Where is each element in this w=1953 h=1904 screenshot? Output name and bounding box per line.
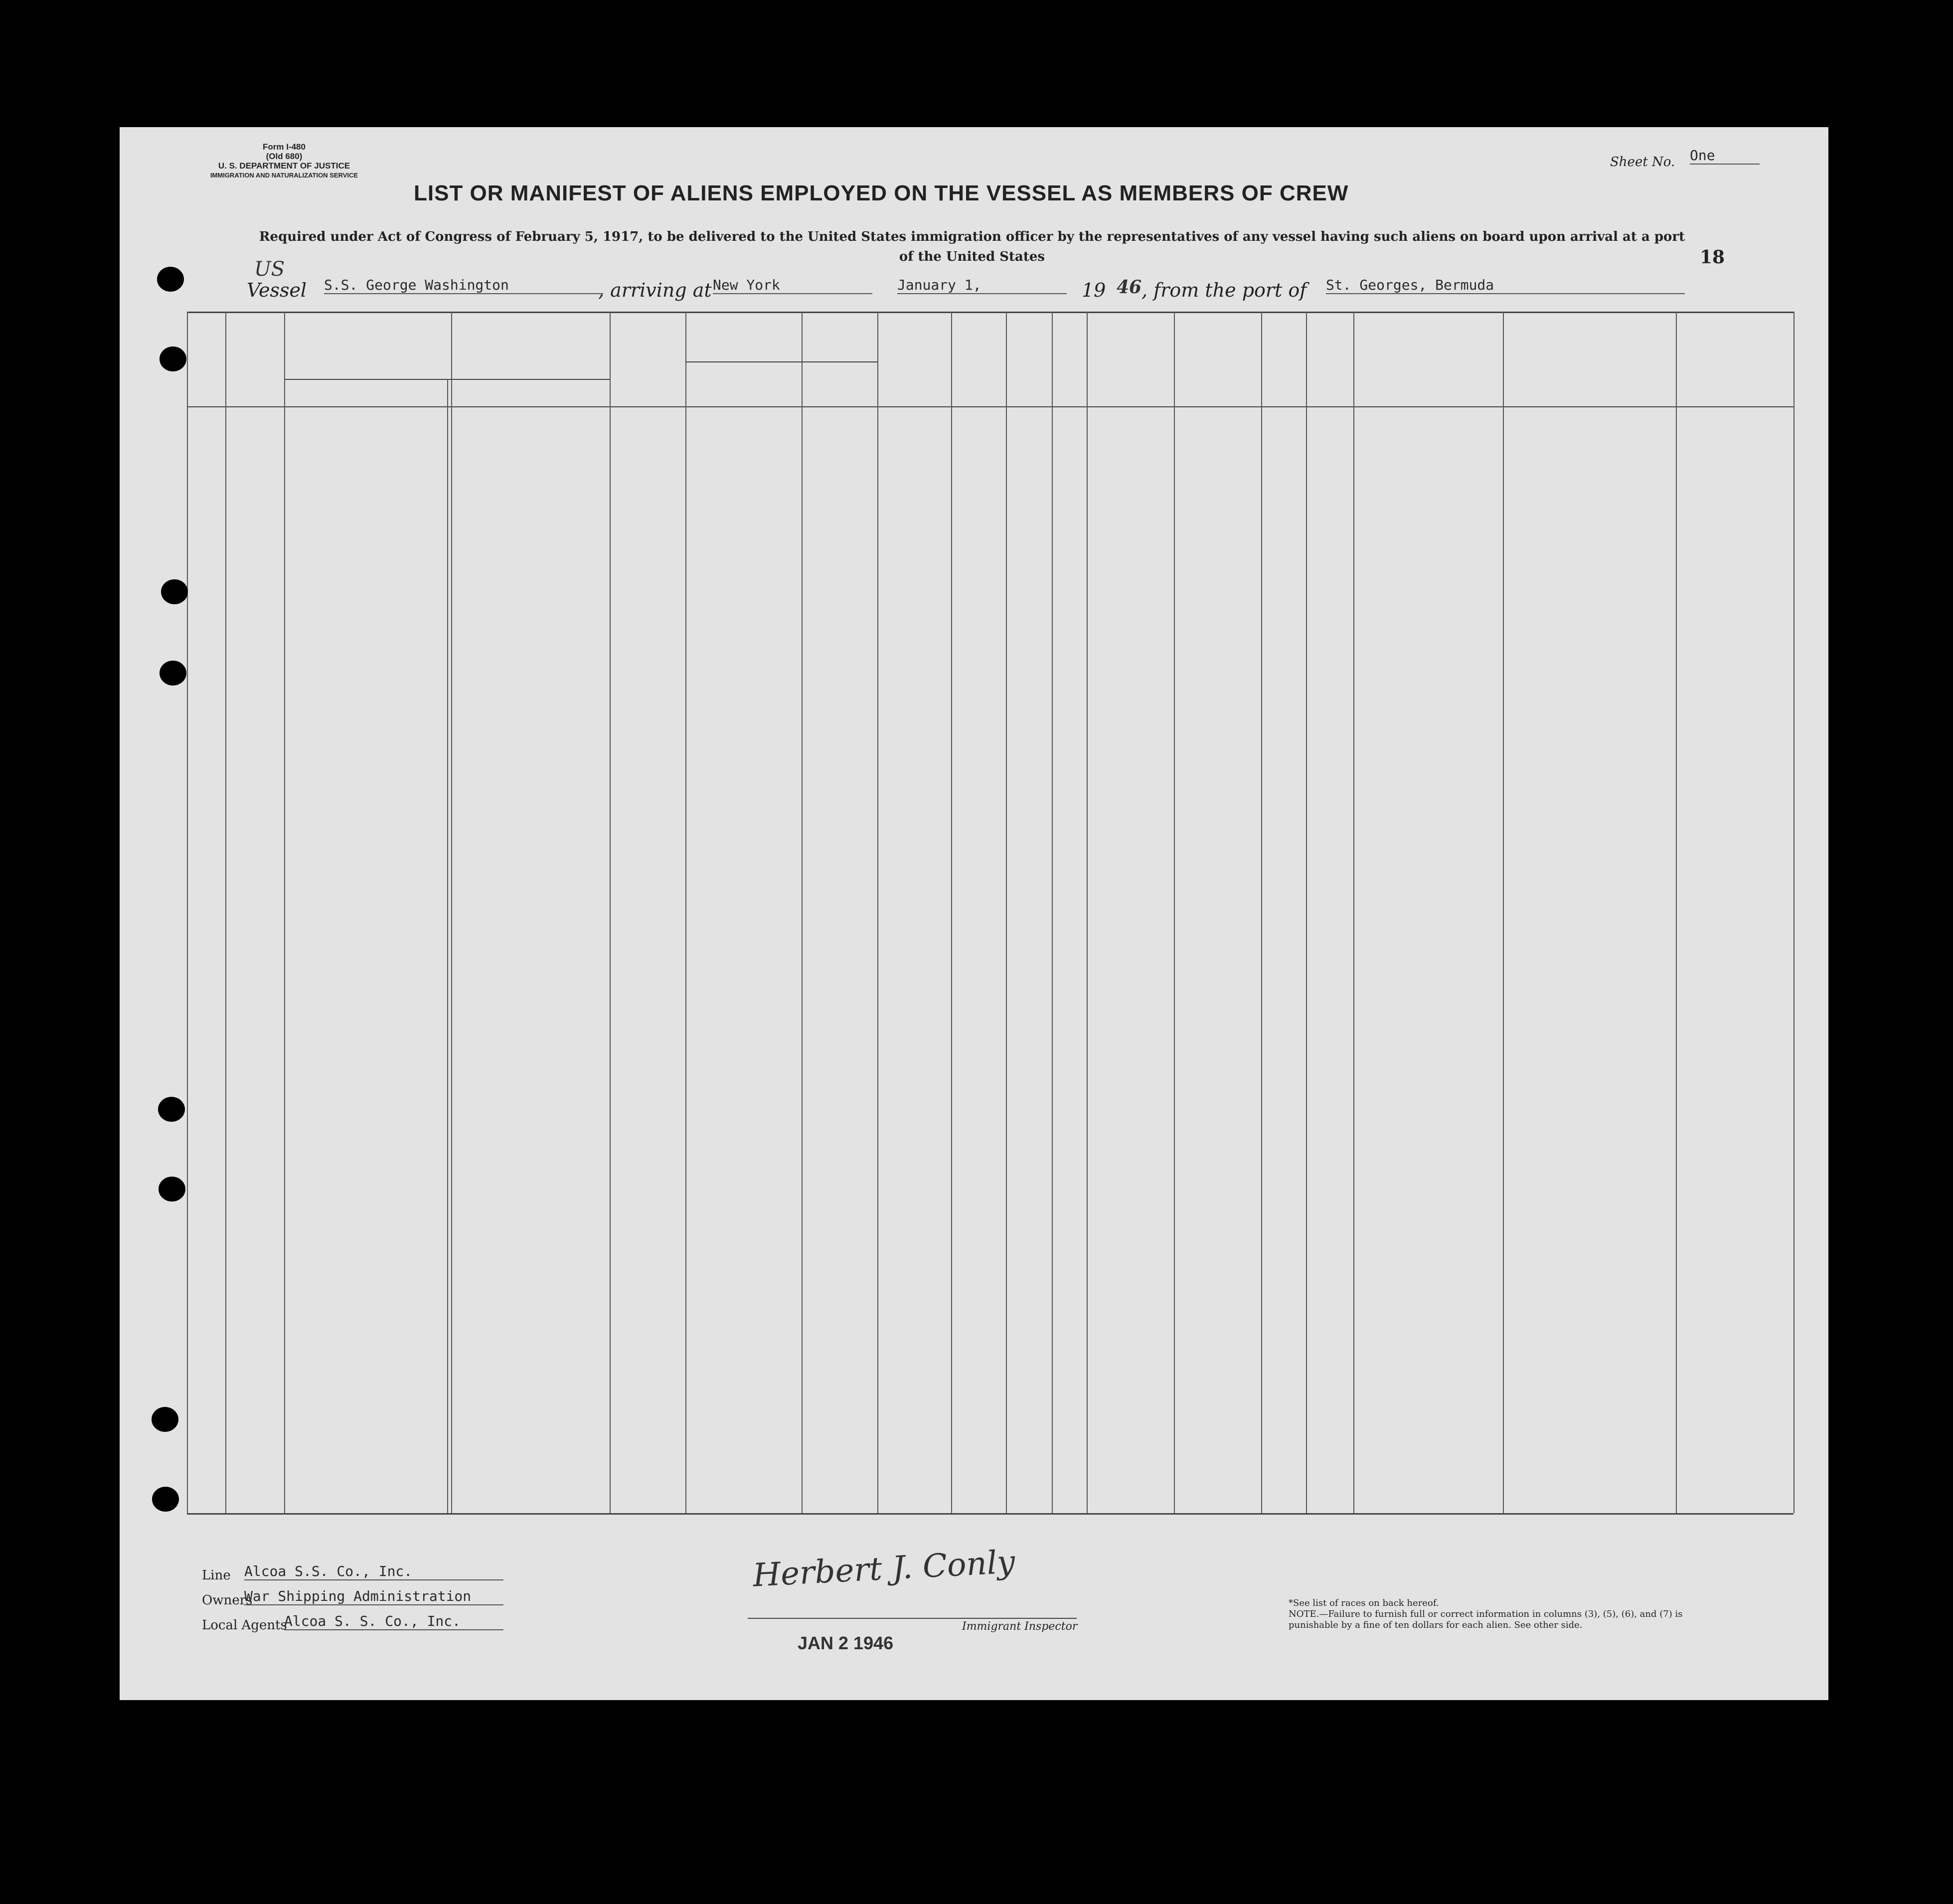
owners-label: Owners [202, 1593, 253, 1608]
column-rule [1306, 312, 1307, 1513]
arrival-date: January 1, [897, 277, 1067, 294]
races-note: *See list of races on back hereof. [1289, 1598, 1439, 1608]
punch-hole [161, 579, 188, 604]
from-label: , from the port of [1141, 279, 1307, 301]
header-bottom-rule [187, 406, 1793, 407]
form-dept: U. S. DEPARTMENT OF JUSTICE [218, 161, 350, 171]
table-bottom-rule [187, 1513, 1793, 1515]
line-label: Line [202, 1568, 231, 1583]
name-divider [447, 379, 448, 1513]
agents-value: Alcoa S. S. Co., Inc. [284, 1613, 503, 1630]
punch-hole [160, 661, 186, 686]
vessel-name: S.S. George Washington [324, 277, 603, 294]
page-title: LIST OR MANIFEST OF ALIENS EMPLOYED ON THE VESSEL AS MEMBERS OF CREW [414, 181, 1349, 205]
form-id-block [179, 142, 389, 180]
punch-hole [158, 1097, 185, 1122]
column-rule [187, 312, 188, 1513]
column-rule [1006, 312, 1007, 1513]
column-rule [610, 312, 611, 1513]
column-rule [451, 312, 452, 1513]
punch-hole [152, 1487, 179, 1512]
page-subtitle: Required under Act of Congress of February 5, 1917, to be delivered to the United States immigration officer by the representatives of any vessel having such aliens on board upon arrival at a port of the United States [259, 229, 1685, 264]
us-mark: US [254, 258, 285, 281]
column-rule [1174, 312, 1175, 1513]
column-rule [1052, 312, 1053, 1513]
table-top-rule [187, 312, 1793, 313]
column-rule [685, 312, 686, 1513]
column-rule [225, 312, 226, 1513]
year-label: 19 [1082, 279, 1106, 301]
punch-hole [159, 1177, 185, 1202]
manifest-sheet [120, 127, 1828, 1700]
form-old-number: (Old 680) [266, 152, 303, 161]
column-rule [951, 312, 952, 1513]
arriving-label: , arriving at [598, 279, 712, 301]
vessel-label: Vessel [247, 279, 307, 301]
owners-value: War Shipping Administration [244, 1588, 503, 1605]
column-rule [1793, 312, 1794, 1513]
fine-note: NOTE.—Failure to furnish full or correct information in columns (3), (5), (6), and (7) is punishable by a fine of ten dollars for each alien. See other side. [1289, 1609, 1683, 1630]
agents-label: Local Agents [202, 1618, 287, 1633]
line-value: Alcoa S.S. Co., Inc. [244, 1563, 503, 1580]
arriving-port: New York [713, 277, 872, 294]
punch-hole [152, 1407, 178, 1432]
punch-hole [157, 267, 184, 292]
punch-hole [160, 346, 186, 371]
column-rule [1353, 312, 1354, 1513]
page-number: 18 [1700, 247, 1725, 268]
sheet-no-value: One [1690, 147, 1760, 165]
signature-line [748, 1618, 1077, 1619]
shipped-subheader-rule [685, 361, 877, 362]
sheet-no-label: Sheet No. [1610, 155, 1675, 170]
inspector-signature: Herbert J. Conly [752, 1544, 1016, 1594]
column-rule [1087, 312, 1088, 1513]
shipped-divider [802, 361, 803, 1513]
inspector-label: Immigrant Inspector [962, 1620, 1078, 1633]
form-service: IMMIGRATION AND NATURALIZATION SERVICE [210, 172, 358, 179]
column-rule [284, 312, 285, 1513]
from-port: St. Georges, Bermuda [1326, 277, 1685, 294]
date-stamp: JAN 2 1946 [798, 1633, 894, 1653]
crew-table [120, 312, 1828, 1513]
form-number: Form I-480 [263, 142, 306, 152]
column-rule [877, 312, 878, 1513]
column-rule [1503, 312, 1504, 1513]
column-rule [1261, 312, 1262, 1513]
column-rule [1676, 312, 1677, 1513]
year-value: 46 [1117, 277, 1142, 298]
